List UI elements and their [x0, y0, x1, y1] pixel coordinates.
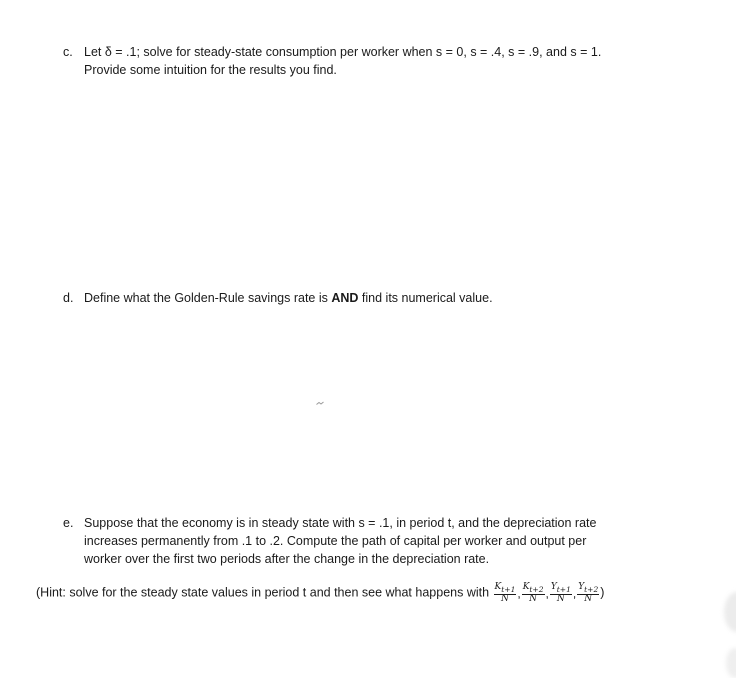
scan-shadow — [724, 592, 736, 632]
fraction-k-t2-sub: t+2 — [529, 584, 544, 594]
question-d-text — [84, 289, 493, 307]
fraction-y-t2 — [577, 583, 599, 604]
hint-close: ) — [600, 585, 605, 600]
question-e-text — [84, 514, 596, 568]
question-d-emphasis: AND — [331, 291, 359, 305]
hint-text: (Hint: solve for the steady state values in period t and then see what happens with — [36, 585, 493, 600]
question-c-line-2: Provide some intuition for the results you find. — [84, 63, 337, 77]
fraction-y-t2-den: N — [584, 593, 593, 604]
fraction-k-t2-num: K — [522, 582, 530, 592]
fraction-y-t2-num: Y — [578, 582, 585, 592]
question-c-text — [84, 43, 601, 79]
question-e-letter: e. — [63, 516, 74, 530]
fraction-k-t1-sub: t+1 — [501, 584, 516, 594]
fraction-y-t2-sub: t+2 — [584, 584, 599, 594]
fraction-y-t1-sub: t+1 — [556, 584, 571, 594]
fraction-y-t1-den: N — [556, 593, 565, 604]
question-d-text-after: find its numerical value. — [358, 291, 493, 305]
question-e-line-3: worker over the first two periods after the change in the depreciation rate. — [84, 552, 490, 566]
question-c-letter: c. — [63, 45, 73, 59]
fraction-k-t1-num: K — [494, 582, 502, 592]
question-e-line-1: Suppose that the economy is in steady state with s = .1, in period t, and the depreciation rate — [84, 516, 597, 530]
fraction-k-t2-den: N — [529, 593, 538, 604]
scan-shadow-lower — [726, 648, 736, 678]
stray-mark — [316, 401, 324, 406]
hint-line: (Hint: solve for the steady state values in period t and then see what happens with $\frac{K_{t+1}}{N}$ , $\frac{K_{t+2}}{N}$ , $\frac{Y_{t+1}}{N}$ , $\frac{Y_{t+2}}{N}$ ) — [36, 582, 605, 604]
question-d-text-before: Define what the Golden-Rule savings rate is — [84, 291, 332, 305]
fraction-k-t2 — [522, 583, 545, 604]
question-c-line-1: Let δ = .1; solve for steady-state consumption per worker when s = 0, s = .4, s = .9, and s = 1. — [84, 45, 602, 59]
fraction-k-t1-den: N — [501, 593, 509, 604]
fraction-k-t1 — [494, 583, 517, 604]
fraction-y-t1-num: Y — [550, 582, 557, 592]
fraction-y-t1 — [550, 583, 572, 604]
question-e-line-2: increases permanently from .1 to .2. Compute the path of capital per worker and output per — [84, 534, 587, 548]
question-d-letter: d. — [63, 291, 74, 305]
